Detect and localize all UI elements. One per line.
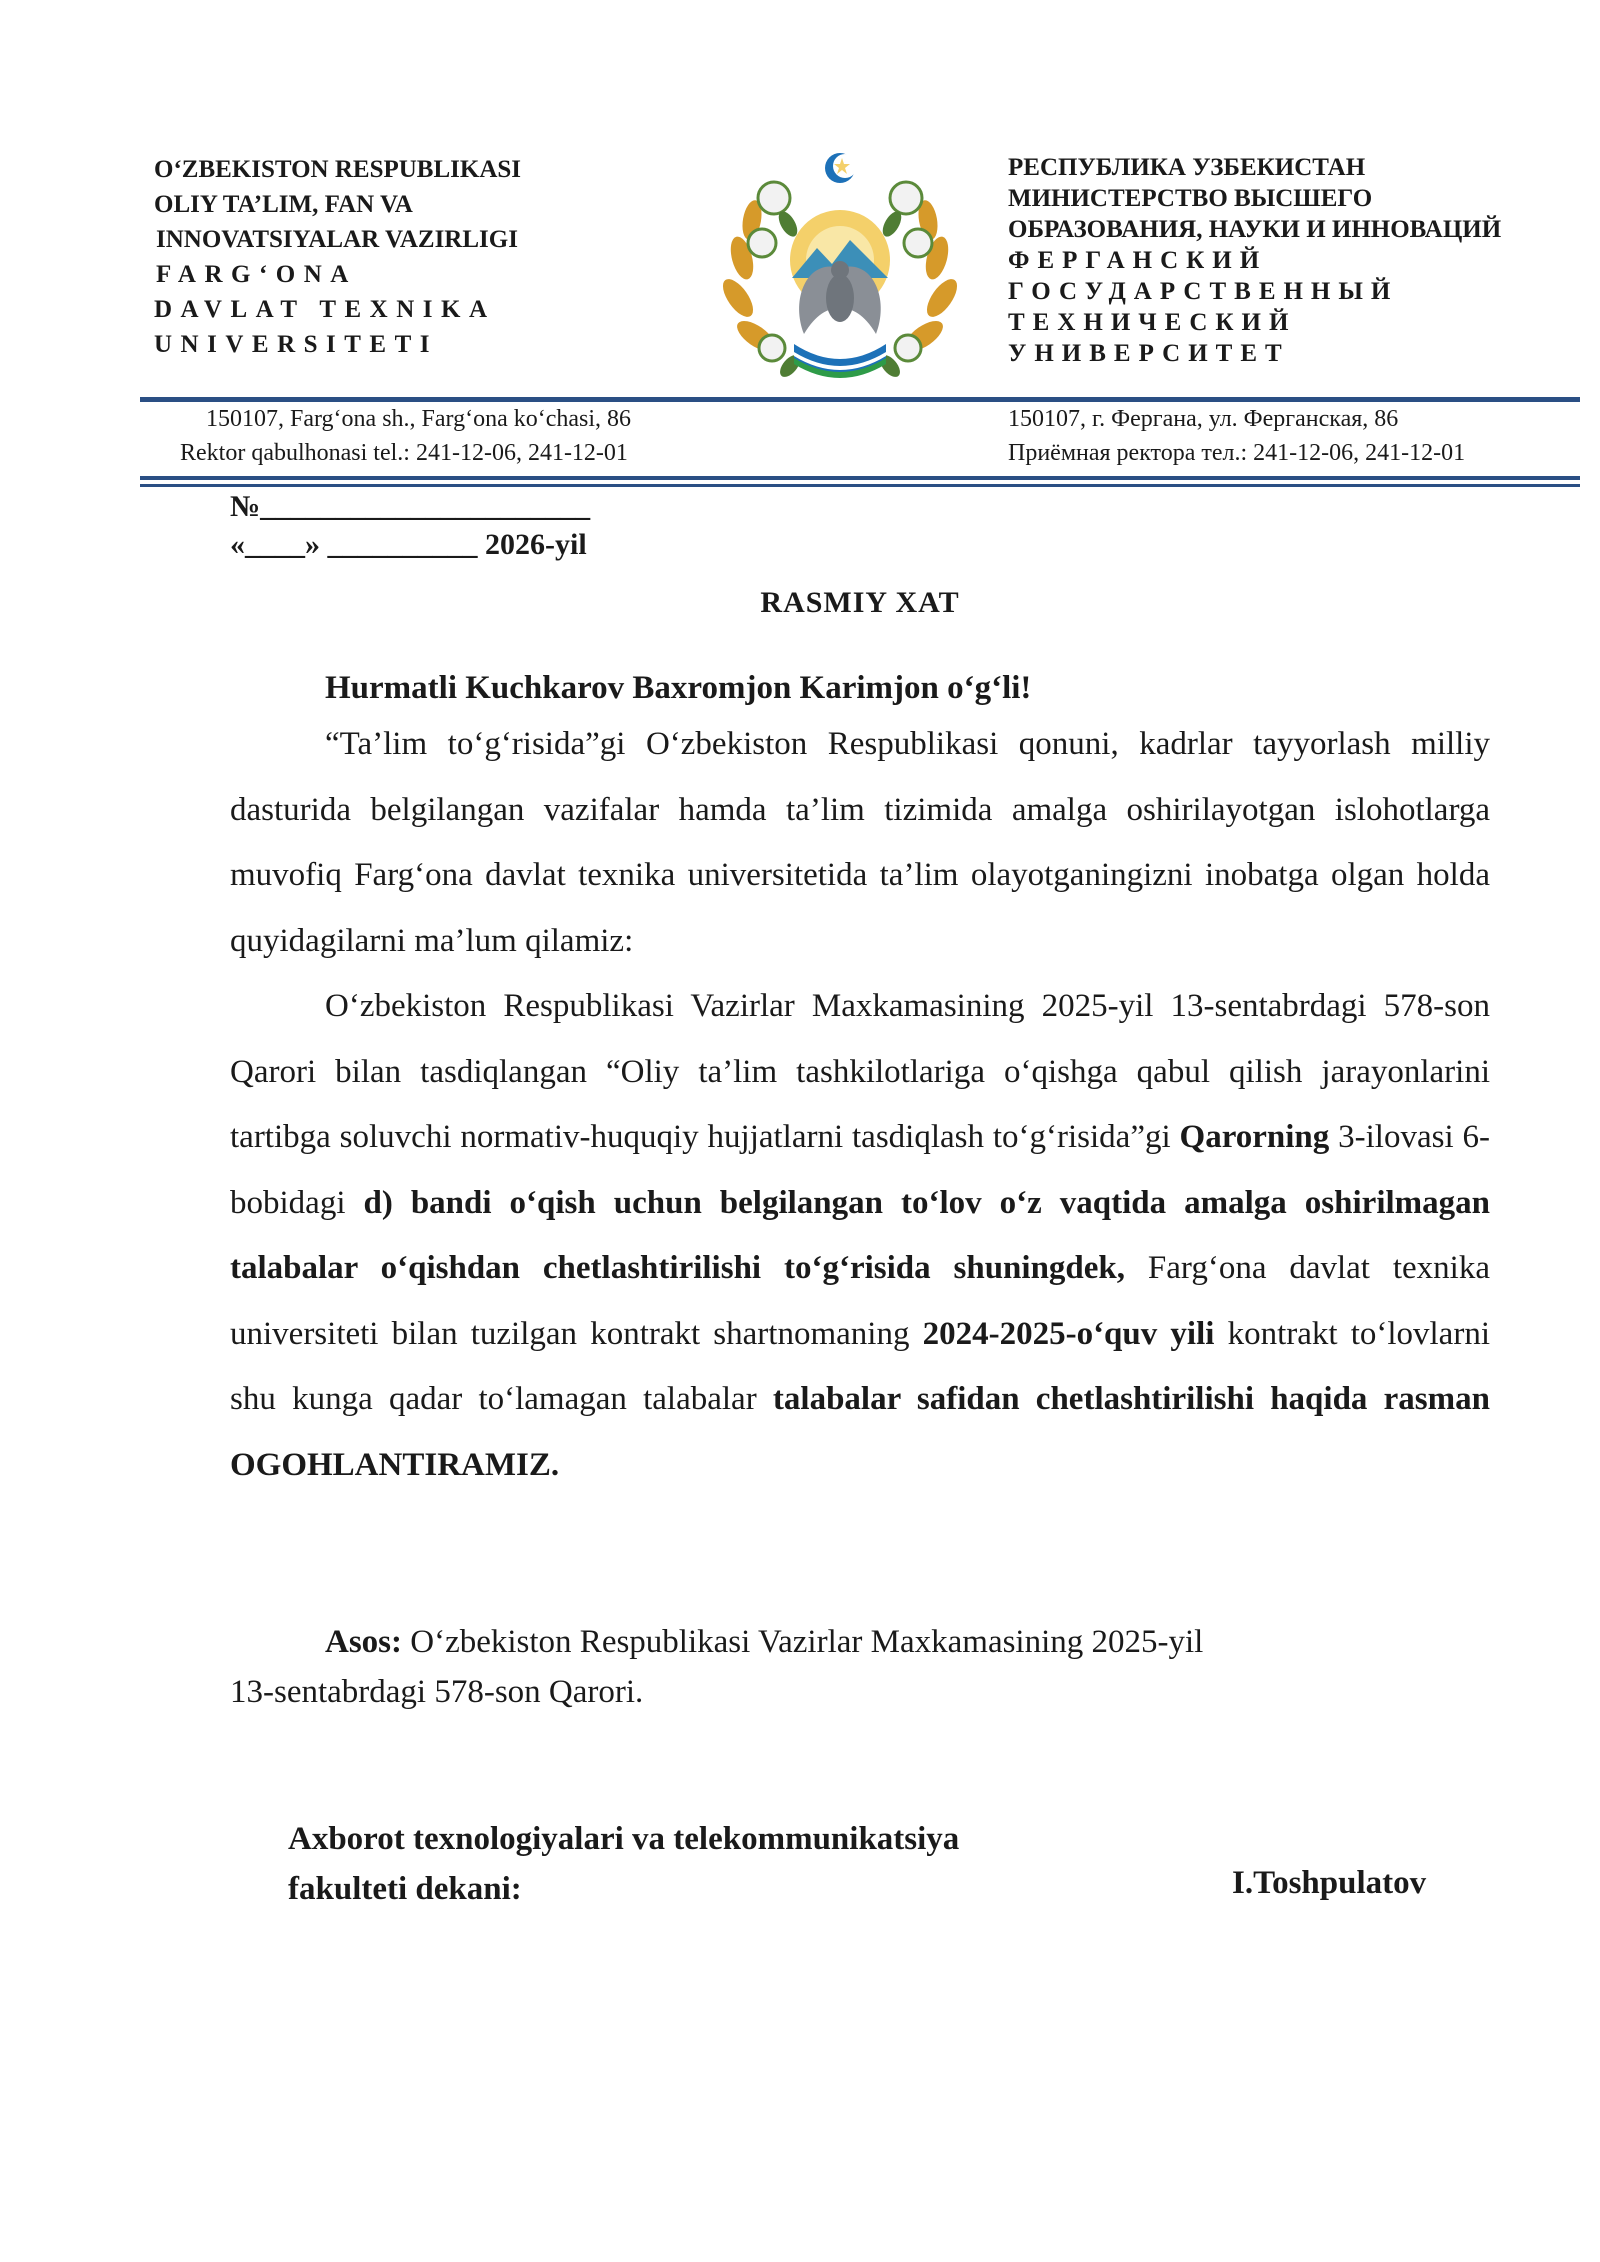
header-left-org — [154, 152, 521, 362]
header-right-org — [1008, 152, 1501, 369]
header-left-line: OLIY TA’LIM, FAN VA — [154, 191, 413, 218]
bold-span: Qarorning — [1179, 1119, 1330, 1155]
document-title: RASMIY XAT — [760, 586, 960, 619]
header-rule-bottom — [140, 476, 1580, 480]
header-right-line: РЕСПУБЛИКА УЗБЕКИСТАН — [1008, 154, 1366, 181]
basis-line-1 — [230, 1617, 1430, 1667]
paragraph-intro: “Ta’lim to‘g‘risida”gi O‘zbekiston Respublikasi qonuni, kadrlar tayyorlash milliy dasturida belgilangan vazifalar hamda ta’lim tizimida amalga oshirilayotgan islohotlarga muvofiq Farg‘ona davlat texnika universitetida ta’lim olayotganingizni inobatga olgan holda quyidagilarni ma’lum qilamiz: — [230, 726, 1490, 959]
header-right-line: ОБРАЗОВАНИЯ, НАУКИ И ИННОВАЦИЙ — [1008, 216, 1502, 243]
document-number-field: №______________________ — [230, 490, 591, 523]
basis-text: O‘zbekiston Respublikasi Vazirlar Maxkamasining 2025-yil — [402, 1624, 1204, 1660]
bold-span: 2024-2025-o‘quv yili — [922, 1315, 1215, 1352]
signatory-position — [288, 1814, 959, 1914]
text-span: Farg‘ona davlat texnika universiteti bilan tuzilgan kontrakt shartnomaning — [230, 1250, 1490, 1352]
header-left-line: O‘ZBEKISTON RESPUBLIKASI — [154, 156, 522, 183]
state-emblem — [712, 148, 968, 392]
address-right: 150107, г. Фергана, ул. Ферганская, 86 — [1008, 406, 1399, 432]
header-left-line: DAVLAT TEXNIKA — [154, 296, 496, 323]
bold-span: talabalar safidan chetlashtirilishi haqida rasman OGOHLANTIRAMIZ. — [230, 1381, 1490, 1483]
header-right-line: ТЕХНИЧЕСКИЙ — [1008, 309, 1297, 336]
position-line: fakulteti dekani: — [288, 1871, 522, 1907]
text-span: 3-ilovasi 6-bobidagi — [230, 1119, 1490, 1221]
signatory-name: I.Toshpulatov — [1232, 1865, 1427, 1901]
salutation: Hurmatli Kuchkarov Baxromjon Karimjon o‘g‘li! — [325, 670, 1032, 706]
text-span: O‘zbekiston Respublikasi Vazirlar Maxkamasining 2025-yil 13-sentabrdagi 578-son Qarori bilan tasdiqlangan “Oliy ta’lim tashkilotlariga o‘qishga qabul qilish jarayonlarini tartibga soluvchi normativ-huquqiy hujjatlarni tasdiqlash to‘g‘risida”gi — [230, 988, 1490, 1155]
letter-body — [230, 712, 1490, 1498]
header-rule-bottom-thin — [140, 484, 1580, 487]
phone-right: Приёмная ректора тел.: 241-12-06, 241-12-01 — [1008, 440, 1466, 466]
header-right-line: ГОСУДАРСТВЕННЫЙ — [1008, 278, 1399, 305]
basis-note — [230, 1617, 1430, 1717]
document-date-field: «____» __________ 2026-yil — [230, 528, 587, 561]
basis-line-2: 13-sentabrdagi 578-son Qarori. — [230, 1674, 644, 1710]
paragraph-main — [230, 974, 1490, 1498]
basis-label: Asos: — [325, 1624, 403, 1660]
header-right-line: МИНИСТЕРСТВО ВЫСШЕГО — [1008, 185, 1373, 212]
text-span: kontrakt to‘lovlarni shu kunga qadar to‘lamagan talabalar — [230, 1315, 1490, 1417]
position-line: Axborot texnologiyalari va telekommunikatsiya — [288, 1821, 960, 1857]
header-left-line: UNIVERSITETI — [154, 331, 439, 358]
phone-left: Rektor qabulhonasi tel.: 241-12-06, 241-12-01 — [180, 440, 628, 466]
header-left-line: FARG‘ONA — [156, 261, 357, 288]
bold-span: d) bandi o‘qish uchun belgilangan to‘lov o‘z vaqtida amalga oshirilmagan talabalar o‘qishdan chetlashtirilishi to‘g‘risida shuningdek, — [230, 1184, 1490, 1286]
header-right-line: УНИВЕРСИТЕТ — [1008, 340, 1290, 367]
header-right-line: ФЕРГАНСКИЙ — [1008, 247, 1268, 274]
address-left: 150107, Farg‘ona sh., Farg‘ona ko‘chasi, 86 — [206, 406, 632, 432]
header-left-line: INNOVATSIYALAR VAZIRLIGI — [156, 226, 518, 253]
